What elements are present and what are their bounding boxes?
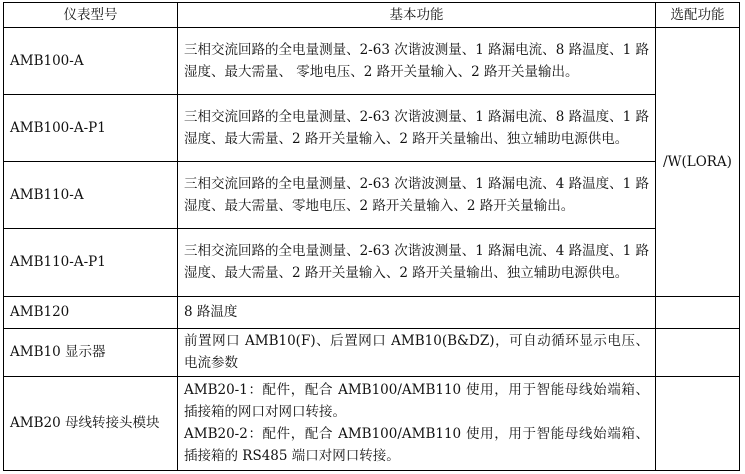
option-cell-empty <box>656 328 740 376</box>
function-cell <box>178 28 656 95</box>
function-cell <box>178 162 656 229</box>
function-text: 三相交流回路的全电量测量、2-63 次谐波测量、1 路漏电流、8 路温度、1 路湿度、最大需量、 零地电压、2 路开关量输入、2 路开关量输出。 <box>184 42 649 81</box>
function-text: 三相交流回路的全电量测量、2-63 次谐波测量、1 路漏电流、4 路温度、1 路湿度、最大需量、2 路开关量输入、2 路开关量输出、独立辅助电源供电。 <box>184 243 649 282</box>
function-cell <box>178 296 656 328</box>
header-option: 选配功能 <box>656 3 740 28</box>
table-row <box>4 376 740 470</box>
header-function: 基本功能 <box>178 3 656 28</box>
table-row <box>4 229 740 296</box>
function-text: 三相交流回路的全电量测量、2-63 次谐波测量、1 路漏电流、4 路温度、1 路湿度、最大需量、零地电压、2 路开关量输入、2 路开关量输出。 <box>184 176 649 215</box>
function-cell <box>178 376 656 470</box>
table-row <box>4 296 740 328</box>
header-model: 仪表型号 <box>4 3 178 28</box>
option-cell-empty <box>656 296 740 328</box>
model-cell: AMB10 显示器 <box>4 328 178 376</box>
function-text: AMB20-2：配件，配合 AMB100/AMB110 使用，用于智能母线始端箱、插接箱的 RS485 端口对网口转接。 <box>184 426 649 465</box>
option-cell-empty <box>656 376 740 470</box>
function-cell <box>178 328 656 376</box>
function-text: AMB20-1：配件，配合 AMB100/AMB110 使用，用于智能母线始端箱、插接箱的网口对网口转接。 <box>184 382 649 421</box>
table-row <box>4 28 740 95</box>
model-cell: AMB100-A-P1 <box>4 95 178 162</box>
model-cell: AMB110-A <box>4 162 178 229</box>
function-text: 前置网口 AMB10(F)、后置网口 AMB10(B&DZ)，可自动循环显示电压、电流参数 <box>184 333 649 372</box>
table-row <box>4 95 740 162</box>
function-cell <box>178 95 656 162</box>
table-header-row <box>4 3 740 28</box>
function-cell <box>178 229 656 296</box>
model-cell: AMB110-A-P1 <box>4 229 178 296</box>
product-function-table <box>3 2 740 471</box>
function-text: 三相交流回路的全电量测量、2-63 次谐波测量、1 路漏电流、8 路温度、1 路湿度、最大需量、2 路开关量输入、2 路开关量输出、独立辅助电源供电。 <box>184 109 649 148</box>
model-cell: AMB20 母线转接头模块 <box>4 376 178 470</box>
option-cell: /W(LORA) <box>656 28 740 297</box>
table-row <box>4 162 740 229</box>
function-text: 8 路温度 <box>184 304 238 321</box>
model-cell: AMB120 <box>4 296 178 328</box>
table-row <box>4 328 740 376</box>
model-cell: AMB100-A <box>4 28 178 95</box>
